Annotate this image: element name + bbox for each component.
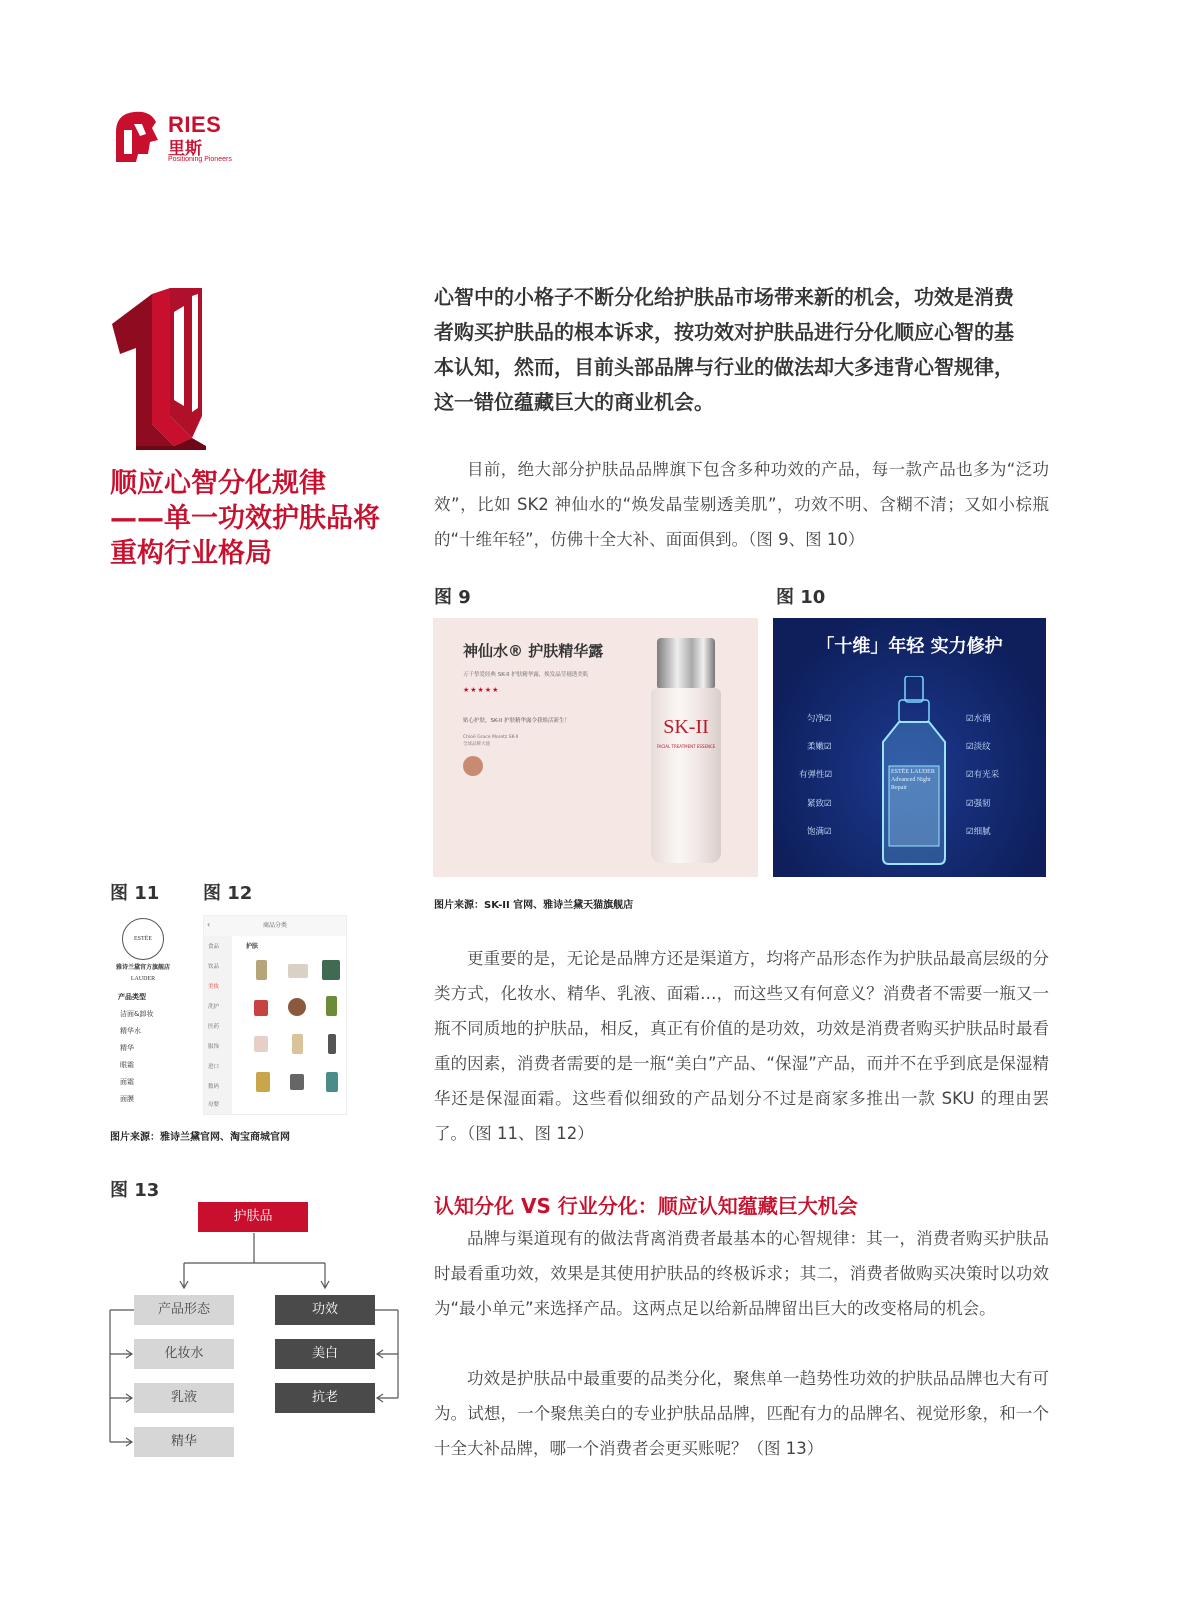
skii-bottle [651,688,721,863]
fig13-label: 图 13 [110,1180,160,1201]
fig10-image [773,618,1046,877]
bottle-subtext: FACIAL TREATMENT ESSENCE [656,744,716,749]
category-header: 商品分类 [204,916,346,936]
fig9-ambassador: Chloë Grace Moretz SK-II 全球品牌大使 [463,735,519,747]
logo-tagline: Positioning Pioneers [168,156,232,163]
fig10-title: 「十维」年轻 实力修护 [816,636,1003,657]
diagram-form-item: 化妆水 [134,1339,234,1369]
section-title-line: 顺应心智分化规律 [110,468,326,499]
diagram-form-head: 产品形态 [134,1295,234,1325]
fig12-image [203,915,347,1115]
body-paragraph-2 [434,941,1049,1151]
logo-en: RIES [168,112,222,137]
product-thumb [326,1072,338,1092]
section-title [110,466,400,571]
fig10-left-item: 柔嫩☑ [807,742,832,752]
product-type-item: 眼霜 [120,1061,134,1069]
body-paragraph-1 [434,452,1049,557]
bottle-cap [657,638,715,688]
fig10-right-item: ☑细腻 [966,827,991,837]
subheading: 认知分化 VS 行业分化：顺应认知蕴藏巨大机会 [434,1194,858,1218]
product-thumb [254,1036,268,1052]
product-thumb [256,960,267,980]
fig9-10-caption: 图片来源：SK-II 官网、雅诗兰黛天猫旗舰店 [434,900,634,911]
section-title-line: ——单一功效护肤品将 [110,503,380,534]
fig9-rating-stars: ★★★★★ [463,686,500,694]
section-title-line: 重构行业格局 [110,538,272,569]
lead-line: 者购买护肤品的根本诉求，按功效对护肤品进行分化顺应心智的基 [434,320,1014,344]
body-paragraph-3 [434,1221,1049,1326]
lead-line: 心智中的小格子不断分化给护肤品市场带来新的机会，功效是消费 [434,285,1014,309]
fig10-label: 图 10 [776,587,826,608]
category-nav-item: 数码 [208,1084,220,1090]
fig9-title: 神仙水® 护肤精华露 [463,642,604,660]
category-nav-item: 洗护 [208,1004,220,1010]
product-type-item: 面霜 [120,1078,134,1086]
fig9-label: 图 9 [434,587,471,608]
fig10-right-item: ☑水润 [966,714,991,724]
diagram-form-item: 精华 [134,1427,234,1457]
category-nav-item-selected: 美妆 [208,984,220,990]
fig9-quote: 贴心护肤，SK-II 护肤精华露令我焕活新生！ [463,718,570,724]
diagram-efficacy-head: 功效 [275,1295,375,1325]
product-thumb [292,1034,303,1054]
diagram-efficacy-item: 美白 [275,1339,375,1369]
lead-line: 这一错位蕴藏巨大的商业机会。 [434,390,714,414]
ambassador-avatar [463,756,483,776]
product-type-item: 面膜 [120,1095,134,1103]
product-thumb [288,964,308,978]
category-nav-item: 进口 [208,1064,220,1070]
fig10-right-item: ☑淡纹 [966,742,991,752]
product-type-item: 精华 [120,1044,134,1052]
category-nav-item: 食品 [208,944,220,950]
product-thumb [288,998,306,1016]
fig11-12-caption: 图片来源：雅诗兰黛官网、淘宝商城官网 [110,1132,290,1143]
fig9-image [433,618,758,877]
diagram-form-item: 乳液 [134,1383,234,1413]
category-nav-item: 医药 [208,1024,220,1030]
category-nav-item: 饮品 [208,964,220,970]
paragraph-text: 目前，绝大部分护肤品品牌旗下包含多种功效的产品，每一款产品也多为“泛功效”，比如 SK2 神仙水的“焕发晶莹剔透美肌”，功效不明、含糊不清；又如小棕瓶的“十维年轻”，仿佛十全大补、面面俱到。（图 9、图 10） [434,460,1049,549]
product-thumb [256,1072,270,1092]
product-thumb [328,1034,336,1054]
ries-logo [110,110,250,170]
product-thumb [254,1000,268,1016]
fig10-right-item: ☑强韧 [966,799,991,809]
fig10-left-item: 饱满☑ [807,827,832,837]
product-thumb [322,960,340,980]
paragraph-text: 功效是护肤品中最重要的品类分化，聚焦单一趋势性功效的护肤品品牌也大有可为。试想，一个聚焦美白的专业护肤品品牌，匹配有力的品牌名、视觉形象，和一个十全大补品牌，哪一个消费者会更买账呢？（图 13） [434,1369,1049,1458]
fig11-image [110,912,195,1112]
fig12-label: 图 12 [203,883,253,904]
fig9-subtitle: 万千挚爱经典 SK-II 护肤精华露，焕发晶莹剔透美肌 [463,672,589,678]
paragraph-text: 更重要的是，无论是品牌方还是渠道方，均将产品形态作为护肤品最高层级的分类方式，化妆水、精华、乳液、面霜…，而这些又有何意义？消费者不需要一瓶又一瓶不同质地的护肤品，相反，真正有价值的是功效，功效是消费者购买护肤品时最看重的因素，消费者需要的是一瓶“美白”产品、“保湿”产品，而并不在乎到底是保湿精华还是保湿面霜。这些看似细致的产品划分不过是商家多推出一款 SKU 的理由罢了。（图 11、图 12） [434,949,1049,1143]
paragraph-text: 品牌与渠道现有的做法背离消费者最基本的心智规律：其一，消费者购买护肤品时最看重功效，效果是其使用护肤品的终极诉求；其二，消费者做购买决策时以功效为“最小单元”来选择产品。这两点足以给新品牌留出巨大的改变格局的机会。 [434,1229,1049,1318]
category-section-title: 护肤 [246,943,259,950]
product-thumb [326,996,337,1016]
back-arrow-icon: ‹ [207,920,211,929]
fig10-left-item: 匀净☑ [807,714,832,724]
fig13-connector-lines [100,1195,420,1465]
bottle-brand: SK-II [663,716,709,738]
fig10-left-item: 有弹性☑ [799,770,833,780]
fig10-left-item: 紧致☑ [807,799,832,809]
product-type-item: 精华水 [120,1027,141,1035]
estee-lauder-seal: ESTĒE LAUDER [122,918,164,960]
section-number-text [112,288,113,289]
lead-line: 本认知，然而，目前头部品牌与行业的做法却大多违背心智规律， [434,355,1014,379]
product-thumb [290,1074,304,1090]
category-nav-item: 服饰 [208,1044,220,1050]
diagram-root-node: 护肤品 [198,1202,308,1232]
product-type-item: 洁面&卸妆 [120,1010,154,1018]
logo-cn: 里斯 [168,139,202,159]
bottle-label: ESTĒE LAUDER Advanced Night Repair [891,769,935,791]
product-type-title: 产品类型 [118,993,146,1001]
shop-name: 雅诗兰黛官方旗舰店 [116,964,171,971]
fig10-right-item: ☑有光采 [966,770,1000,780]
section-number-graphic [112,288,212,450]
category-nav-item: 母婴 [208,1102,220,1108]
body-paragraph-4 [434,1361,1049,1466]
lead-paragraph [434,280,1049,420]
fig11-label: 图 11 [110,883,160,904]
ries-head-logo-icon [110,110,162,166]
section-number [112,288,212,450]
diagram-efficacy-item: 抗老 [275,1383,375,1413]
